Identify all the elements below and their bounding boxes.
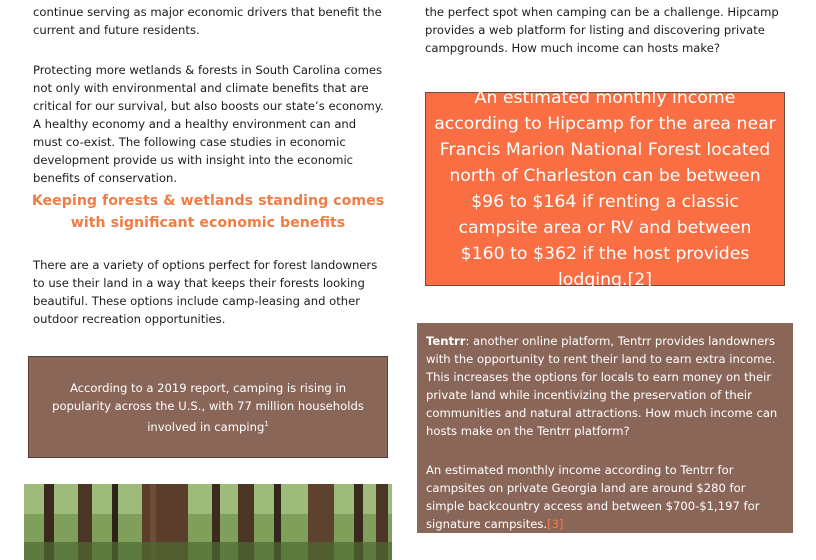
- hipcamp-line1: the perfect spot when camping can be a challenge. Hipcamp: [425, 5, 779, 19]
- tentrr-box: [417, 323, 793, 533]
- intro-tail-line2: current and future residents.: [33, 23, 200, 37]
- intro-paragraph-tail: [33, 3, 393, 39]
- section-heading-line1: Keeping forests & wetlands standing comes: [31, 193, 385, 209]
- tentrr-footnote-ref[interactable]: [3]: [547, 517, 564, 531]
- forest-photo-drawing: [24, 484, 392, 560]
- protect-paragraph: Protecting more wetlands & forests in South Carolina comes not only with environmental and climate benefits that are critical for our survival, but also boosts our state’s economy. A healthy economy and a healthy environment can and must co-exist. The following case studies in economic development provide us with insight into the economic benefits of conservation.: [33, 63, 384, 185]
- camping-callout: [28, 356, 388, 458]
- forest-photo: [24, 484, 392, 560]
- callout-text: According to a 2019 report, camping is rising in popularity across the U.S., with 77 million households involved in camping: [52, 380, 364, 434]
- section-heading: [30, 190, 386, 234]
- section-heading-line2: with significant economic benefits: [70, 215, 346, 231]
- tentrr-income-paragraph: [426, 461, 785, 533]
- tentrr-income-text: An estimated monthly income according to Tentrr for campsites on private Georgia land are around $280 for simple backcountry access and between $700-$1,197 for signature campsites.: [426, 463, 760, 531]
- tentrr-label: Tentrr: [426, 334, 466, 348]
- callout-footnote-ref[interactable]: 1: [264, 419, 269, 428]
- hipcamp-income-text: An estimated monthly income according to Hipcamp for the area near Francis Marion National Forest located north of Charleston can be between $96 to $164 if renting a classic campsite area or RV and between $160 to $362 if the host provides lodging.[2]: [434, 88, 776, 290]
- hipcamp-line2: provides a web platform for listing and discovering private: [425, 23, 765, 37]
- options-paragraph: There are a variety of options perfect for forest landowners to use their land in a way that keeps their forests looking beautiful. These options include camp-leasing and other outdoor recreation opportunities.: [33, 258, 378, 326]
- tentrr-text: : another online platform, Tentrr provides landowners with the opportunity to rent their land to earn extra income. This increases the options for locals to earn money on their private land while incentivizing the preservation of their communities and natural attractions. How much income can hosts make on the Tentrr platform?: [426, 334, 778, 438]
- hipcamp-paragraph-tail: [425, 3, 795, 57]
- hipcamp-line3: campgrounds. How much income can hosts make?: [425, 41, 720, 55]
- hipcamp-income-box: [425, 88, 785, 290]
- intro-tail-line1: continue serving as major economic drivers that benefit the: [33, 5, 382, 19]
- tentrr-paragraph: [426, 332, 785, 440]
